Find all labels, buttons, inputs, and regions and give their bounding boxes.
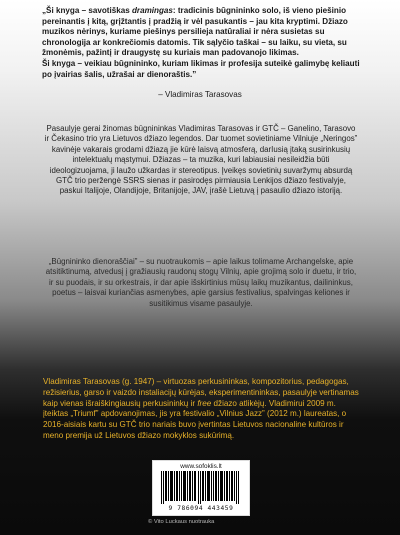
description-paragraph: „Būgnininko dienoraščiai” – su nuotraukomis – apie laikus tolimame Archangelske, apie atsitiktinumą, atvedusį į gražiausių raudonų stogų Vilnių, apie grojimą solo ir duetu, ir trio, ir su puodais, ir su orkestrais, ir dar apie išskirtinius mūsų laikų muzikantus, dailininkus, poetus – laisvai kuriančias asmenybes, apie garsius festivalius, spalvingas keliones ir susitikimus visame pasaulyje. (45, 257, 357, 308)
quote-paragraph-2: Ši knyga – veikiau būgnininko, kuriam likimas ir profesija suteikė galimybę keliauti po įvairias šalis, užrašai ar dienoraštis.” (42, 58, 360, 79)
isbn-digits: 9 786094 443459 (168, 505, 234, 512)
quote-paragraph-1 (42, 6, 362, 59)
isbn-barcode-box (152, 460, 250, 516)
photo-credit: © Vito Luckaus nuotrauka (148, 519, 215, 525)
intro-paragraph: Pasaulyje gerai žinomas būgnininkas Vladimiras Tarasovas ir GTČ – Ganelino, Tarasovo ir Čekasino trio yra Lietuvos džiazo legendos. Dar tuomet sovietiniame Vilniuje „Neringos” kavinėje vakarais grodami džiazą jie kūrė laisvą atmosferą, darIusią įtaką susirinkusių intelektualų mąstymui. Džiazas – ta muzika, kuri labiausiai nesileidžia būti ideologizuojama, ji laužo užkardas ir stereotipus. Įveikęs sovietinių suvaržymų absurdą GTČ trio peržengė SSRS sienas ir pasirodęs pirmiausia Lenkijos džiazo festivalyje, paskui Italijoje, Olandijoje, Britanijoje, JAV, įrašė Lietuvą į pasaulio džiazo istoriją. (44, 124, 358, 196)
bio-part-1: Vladimiras Tarasovas (g. 1947) – virtuozas perkusininkas, kompozitorius, pedagogas, režisierius, garso ir vaizdo instaliacijų kūrėjas, eksperimentininkas, pasaulyje vertinamas kaip vienas išraiškingiausių perkusininkų ir (43, 377, 359, 408)
bio-emphasis: free (197, 398, 212, 408)
quote-author: – Vladimiras Tarasovas (158, 90, 242, 99)
quote-emphasis: dramingas (131, 6, 173, 15)
barcode-icon (161, 471, 241, 504)
quote-block (42, 6, 362, 80)
publisher-url: www.sofoklis.lt (180, 463, 222, 470)
bio-part-2: džiazo atlikėjų. Vladimirui 2009 m. įteiktas „Triumf” apdovanojimas, jis yra festivalio „Vilnius Jazz” (2012 m.) laureatas, o 2016-aisiais kartu su GTČ trio nariais buvo įvertintas Lietuvos nacionaline kultūros ir meno premija už Lietuvos džiazo mokyklos sukūrimą. (43, 398, 347, 440)
quote-line1: „Ši knyga – savotiškas (42, 6, 132, 15)
author-bio (43, 377, 363, 442)
quote-line1-rest: : tradicinis būgnininko solo, iš vieno piešinio pereinantis į kitą, grįžtantis į pradžią ir vėl pasukantis – jau kita kryptimi. Džiazo muzikos nėrinys, kuriame piešinys persilieja natūraliai ir nėra susietas su chronologija ar konkrečiomis datomis. Tik sąlyčio taškai – su laiku, su vieta, su žmonėmis, pažintį ir draugystę su kuriais man padovanojo likimas. (42, 6, 348, 58)
